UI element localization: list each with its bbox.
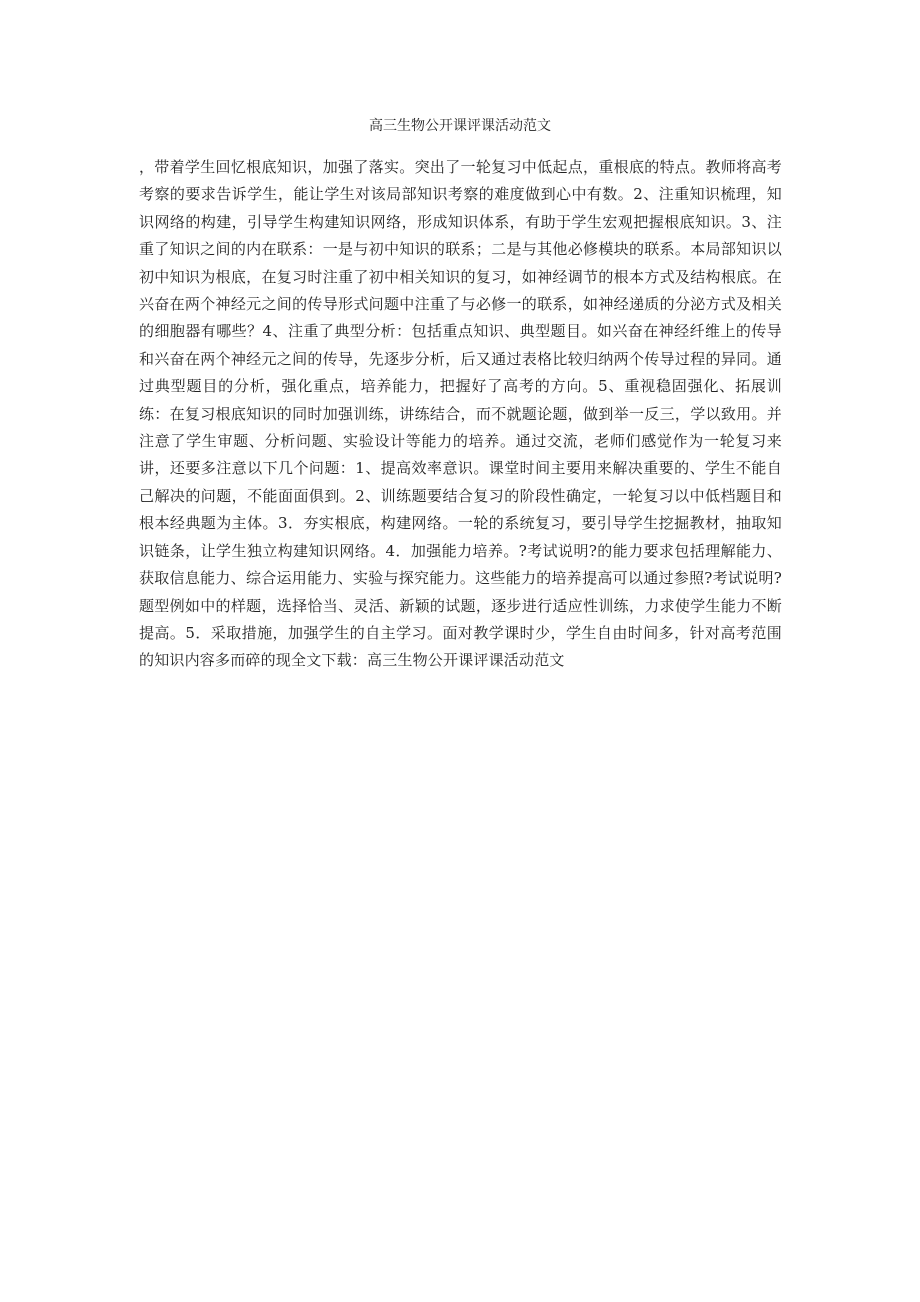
document-body: ，带着学生回忆根底知识，加强了落实。突出了一轮复习中低起点，重根底的特点。教师将高考考察的要求告诉学生，能让学生对该局部知识考察的难度做到心中有数。2、注重知识梳理，知识网络的构建，引导学生构建知识网络，形成知识体系，有助于学生宏观把握根底知识。3、注重了知识之间的内在联系：一是与初中知识的联系；二是与其他必修模块的联系。本局部知识以初中知识为根底，在复习时注重了初中相关知识的复习，如神经调节的根本方式及结构根底。在兴奋在两个神经元之间的传导形式问题中注重了与必修一的联系，如神经递质的分泌方式及相关的细胞器有哪些？4、注重了典型分析：包括重点知识、典型题目。如兴奋在神经纤维上的传导和兴奋在两个神经元之间的传导，先逐步分析，后又通过表格比较归纳两个传导过程的异同。通过典型题目的分析，强化重点，培养能力，把握好了高考的方向。5、重视稳固强化、拓展训练：在复习根底知识的同时加强训练，讲练结合，而不就题论题，做到举一反三，学以致用。并注意了学生审题、分析问题、实验设计等能力的培养。通过交流，老师们感觉作为一轮复习来讲，还要多注意以下几个问题：1、提高效率意识。课堂时间主要用来解决重要的、学生不能自己解决的问题，不能面面俱到。2、训练题要结合复习的阶段性确定，一轮复习以中低档题目和根本经典题为主体。3．夯实根底，构建网络。一轮的系统复习，要引导学生挖掘教材，抽取知识链条，让学生独立构建知识网络。4．加强能力培养。?考试说明?的能力要求包括理解能力、获取信息能力、综合运用能力、实验与探究能力。这些能力的培养提高可以通过参照?考试说明?题型例如中的样题，选择恰当、灵活、新颖的试题，逐步进行适应性训练，力求使学生能力不断提高。5．采取措施，加强学生的自主学习。面对教学课时少，学生自由时间多，针对高考范围的知识内容多而碎的现全文下载：高三生物公开课评课活动范文 [139, 158, 782, 670]
document-title: 高三生物公开课评课活动范文 [369, 118, 551, 134]
